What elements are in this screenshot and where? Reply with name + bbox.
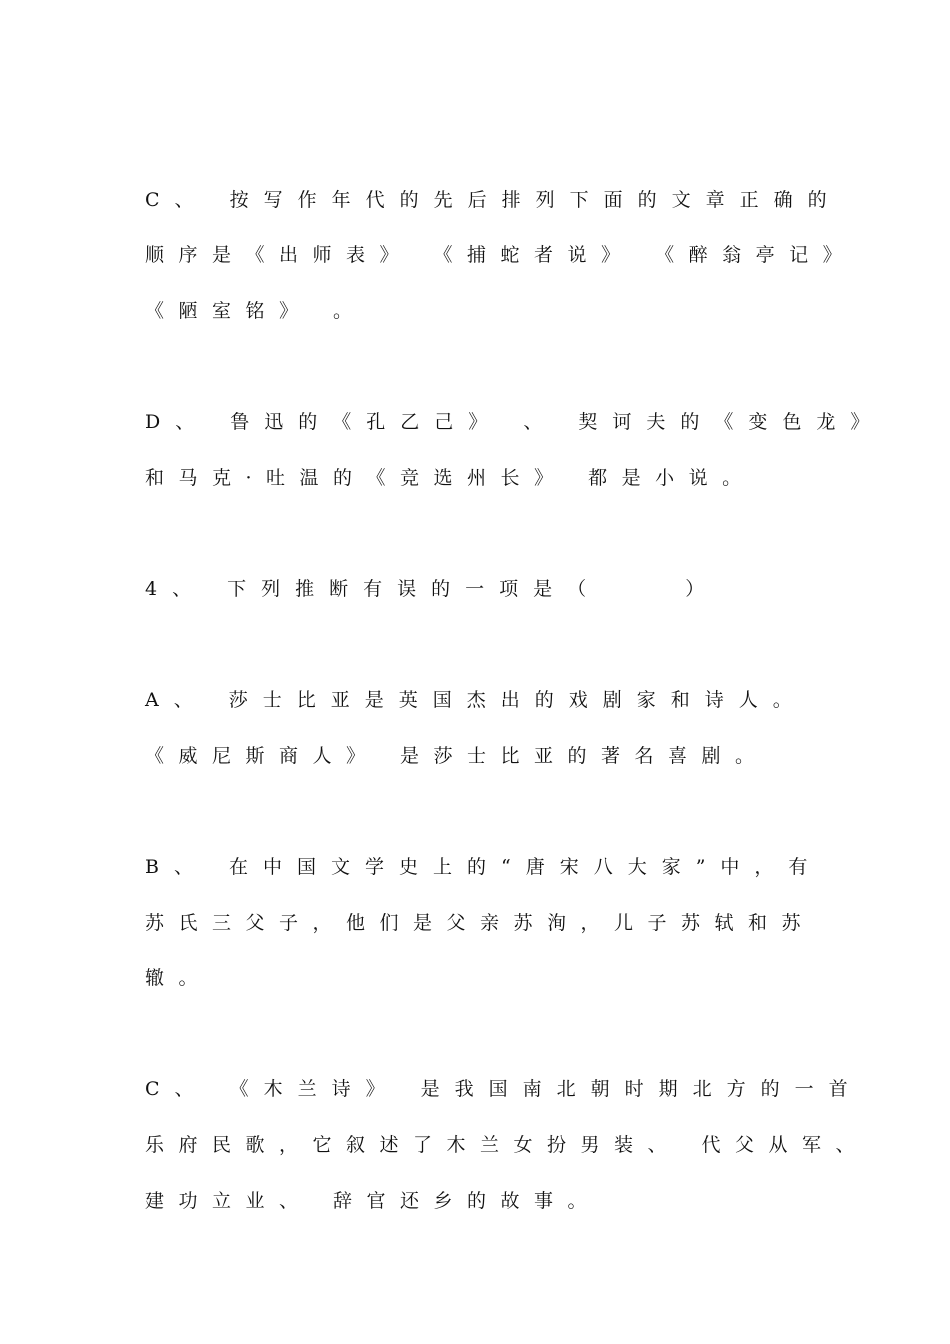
q4-option-a-line-1: A、 莎士比亚是英国杰出的戏剧家和诗人。 (145, 689, 807, 711)
q4-option-b-line-3: 辙。 (145, 967, 213, 989)
option-d-line-1: D、 鲁迅的《孔乙己》 、 契诃夫的《变色龙》 (145, 411, 885, 433)
q4-option-c-line-2: 乐府民歌，它叙述了木兰女扮男装、 代父从军、 (145, 1134, 870, 1156)
q4-option-b-line-1: B、 在中国文学史上的“唐宋八大家”中，有 (145, 856, 823, 878)
option-c-line-2: 顺序是《出师表》 《捕蛇者说》 《醉翁亭记》 (145, 244, 857, 266)
question-4-stem: 4、 下列推断有误的一项是（ ） (145, 578, 720, 600)
option-d-line-2: 和马克·吐温的《竞选州长》 都是小说。 (145, 467, 756, 489)
q4-option-c-line-3: 建功立业、 辞官还乡的故事。 (145, 1190, 602, 1212)
option-c-line-1: C、 按写作年代的先后排列下面的文章正确的 (145, 189, 842, 211)
q4-option-c-line-1: C、 《木兰诗》 是我国南北朝时期北方的一首 (145, 1078, 863, 1100)
option-c-line-3: 《陋室铭》 。 (145, 300, 367, 322)
q4-option-a-line-2: 《威尼斯商人》 是莎士比亚的著名喜剧。 (145, 745, 769, 767)
q4-option-b-line-2: 苏氏三父子，他们是父亲苏洵，儿子苏轼和苏 (145, 912, 816, 934)
